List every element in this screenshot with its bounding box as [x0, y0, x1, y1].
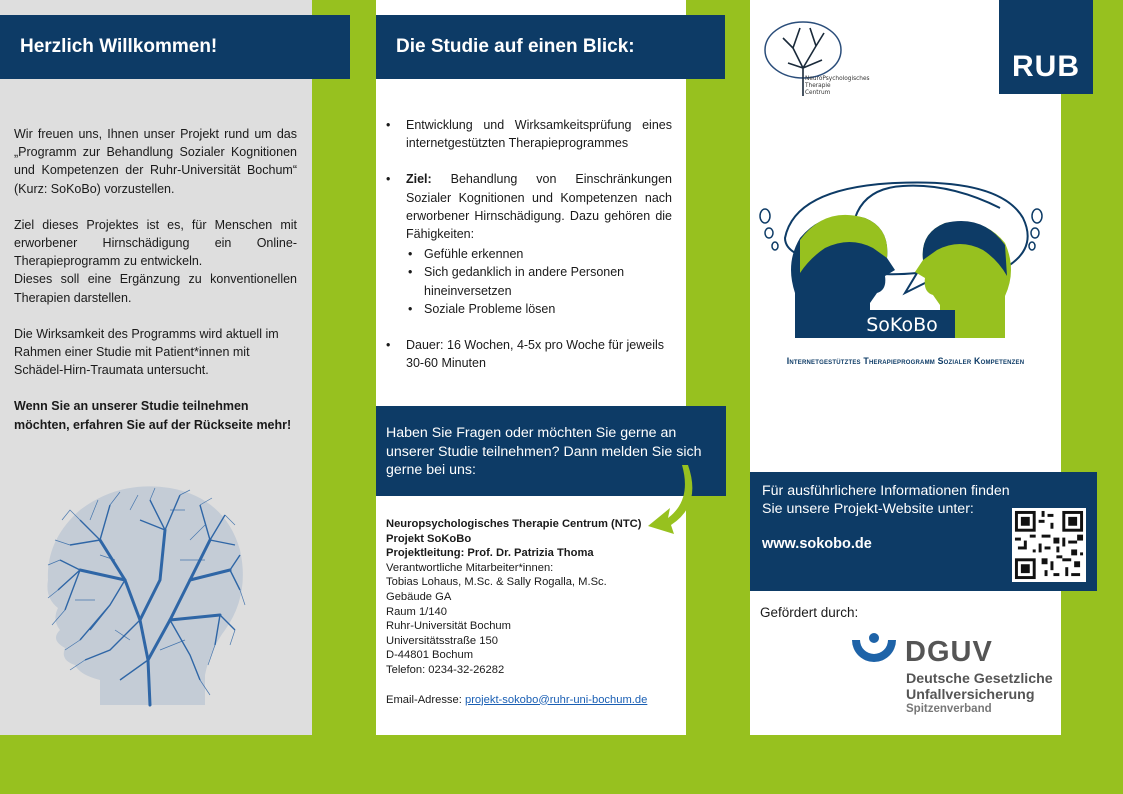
bullet-development: • Entwicklung und Wirksamkeitsprüfung eines internetgestützten Therapieprogrammes	[376, 116, 672, 152]
contact-staff: Tobias Lohaus, M.Sc. & Sally Rogalla, M.Sc.	[386, 576, 607, 589]
sokobo-logo	[755, 178, 1050, 343]
rub-logo	[999, 0, 1093, 94]
bullet-duration: • Dauer: 16 Wochen, 4-5x pro Woche für jeweils 30-60 Minuten	[376, 336, 672, 372]
contact-project: Projekt SoKoBo	[386, 532, 472, 545]
contact-city: D-44801 Bochum	[386, 649, 474, 662]
goal-text: Behandlung von Einschränkungen Sozialer Kognitionen und Kompetenzen nach erworbener Hirnschädigung. Dazu gehören die Fähigkeiten:	[406, 172, 672, 242]
website-url[interactable]: www.sokobo.de	[762, 536, 872, 552]
welcome-para-1: Wir freuen uns, Ihnen unser Projekt rund um das „Programm zur Behandlung Sozialer Kognitionen und Kompetenzen der Ruhr-Universität Bochum“ (Kurz: SoKoBo) vorzustellen.	[14, 127, 297, 196]
contact-street: Universitätsstraße 150	[386, 634, 498, 647]
ntc-logo	[758, 18, 878, 100]
question-text: Haben Sie Fragen oder möchten Sie gerne an unserer Studie teilnehmen? Dann melden Sie sich gerne bei uns:	[386, 425, 702, 478]
skill-item: • Gefühle erkennen	[376, 245, 672, 263]
contact-uni: Ruhr-Universität Bochum	[386, 620, 511, 633]
panel-cover	[750, 0, 1061, 735]
study-heading	[376, 15, 725, 79]
ntc-logo-line2: Therapie	[805, 83, 831, 89]
welcome-para-5: Wenn Sie an unserer Studie teilnehmen möchten, erfahren Sie auf der Rückseite mehr!	[14, 399, 292, 432]
goal-label: Ziel:	[406, 172, 432, 187]
rub-logo-text: RUB	[1012, 50, 1080, 83]
contact-block	[386, 517, 686, 707]
study-heading-text: Die Studie auf einen Blick:	[396, 36, 635, 57]
funded-by: Gefördert durch:	[760, 605, 859, 620]
welcome-para-3: Dieses soll eine Ergänzung zu konventionellen Therapien darstellen.	[14, 272, 297, 305]
contact-org: Neuropsychologisches Therapie Centrum (NTC)	[386, 518, 642, 530]
email-link[interactable]: projekt-sokobo@ruhr-uni-bochum.de	[464, 693, 648, 706]
head-tree-illustration	[40, 480, 255, 710]
dguv-line1: Deutsche Gesetzliche	[906, 671, 1053, 687]
welcome-body	[14, 125, 297, 434]
ntc-logo-line3: Centrum	[805, 90, 831, 96]
welcome-para-4: Die Wirksamkeit des Programms wird aktuell im Rahmen einer Studie mit Patient*innen mit Schädel-Hirn-Traumata untersucht.	[14, 326, 279, 378]
website-info: Für ausführlichere Informationen finden Sie unsere Projekt-Website unter:	[762, 483, 1010, 517]
welcome-para-2: Ziel dieses Projektes ist es, für Menschen mit erworbener Hirnschädigung ein Online-Therapieprogramm zu entwickeln.	[14, 217, 297, 269]
contact-room: Raum 1/140	[386, 605, 447, 618]
contact-phone: Telefon: 0234-32-26282	[386, 663, 505, 676]
contact-lead: Projektleitung: Prof. Dr. Patrizia Thoma	[386, 547, 594, 560]
bullet-goal	[376, 170, 672, 318]
welcome-heading-text: Herzlich Willkommen!	[20, 36, 218, 57]
skill-item: • Sich gedanklich in andere Personen hineinversetzen	[376, 263, 672, 299]
ntc-logo-line1: NeuroPsychologisches	[805, 76, 870, 82]
skill-item: • Soziale Probleme lösen	[376, 300, 672, 318]
dguv-line2: Unfallversicherung	[906, 687, 1035, 703]
contact-email-row	[386, 693, 686, 708]
contact-building: Gebäude GA	[386, 590, 452, 603]
sokobo-logo-text: SoKoBo	[866, 314, 938, 336]
study-bullets	[376, 116, 672, 386]
dguv-logo	[850, 632, 1060, 717]
skills-list	[376, 245, 672, 318]
dguv-acronym: DGUV	[905, 636, 993, 668]
contact-staff-label: Verantwortliche Mitarbeiter*innen:	[386, 561, 554, 574]
tagline-text: Internetgestütztes Therapieprogramm Sozialer Kompetenzen	[786, 356, 1025, 366]
email-label: Email-Adresse:	[386, 693, 465, 706]
tagline	[750, 356, 1061, 366]
qr-code[interactable]	[1012, 508, 1086, 582]
dguv-emblem-icon	[850, 632, 898, 672]
welcome-heading	[0, 15, 350, 79]
dguv-line3: Spitzenverband	[906, 703, 992, 715]
